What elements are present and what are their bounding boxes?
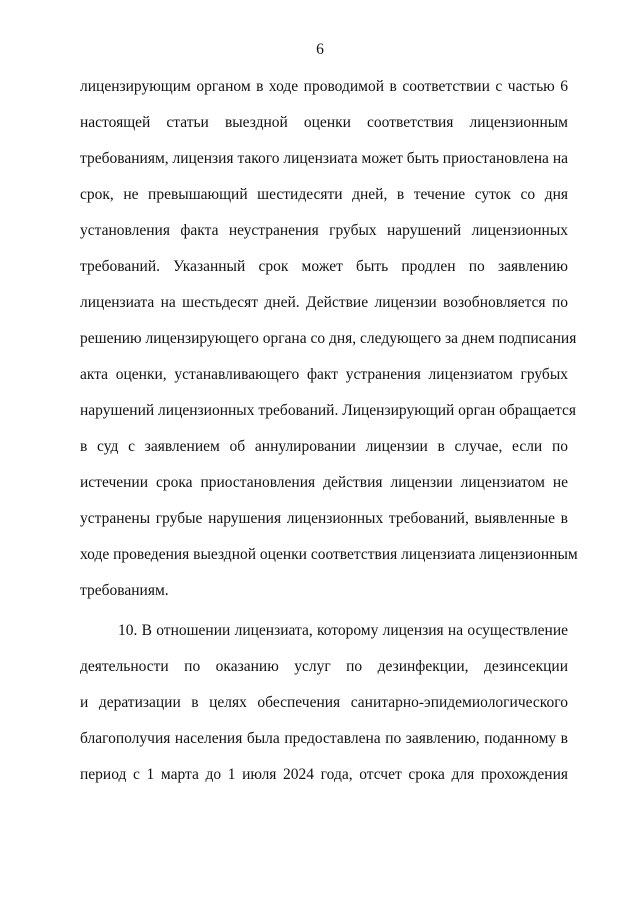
text-line: ходе проведения выездной оценки соответствия лицензиата лицензионным [80,546,578,563]
page-number: 6 [316,41,324,58]
text-line: благополучия населения была предоставлена по заявлению, поданному в [80,730,568,747]
text-line: нарушений лицензионных требований. Лицензирующий орган обращается [80,402,577,419]
text-line: устранены грубые нарушения лицензионных требований, выявленные в [80,510,568,527]
text-line: истечении срока приостановления действия лицензии лицензиатом не [80,474,568,491]
text-line: требований. Указанный срок может быть продлен по заявлению [80,258,568,275]
text-line: в суд с заявлением об аннулировании лицензии в случае, если по [80,438,568,455]
text-line: требованиям, лицензия такого лицензиата может быть приостановлена на [80,150,568,167]
text-line: период с 1 марта до 1 июля 2024 года, отсчет срока для прохождения [80,766,568,783]
text-line: срок, не превышающий шестидесяти дней, в течение суток со дня [80,186,568,203]
text-line: акта оценки, устанавливающего факт устранения лицензиатом грубых [80,366,568,383]
text-line: лицензиата на шестьдесят дней. Действие лицензии возобновляется по [80,294,568,311]
text-line: и дератизации в целях обеспечения санитарно-эпидемиологического [80,694,568,711]
text-line: лицензирующим органом в ходе проводимой в соответствии с частью 6 [80,78,568,95]
text-line: 10. В отношении лицензиата, которому лицензия на осуществление [118,622,568,639]
text-line: установления факта неустранения грубых нарушений лицензионных [80,222,568,239]
text-line: решению лицензирующего органа со дня, следующего за днем подписания [80,330,577,347]
text-line: настоящей статьи выездной оценки соответствия лицензионным [80,114,568,131]
text-line: требованиям. [80,582,169,599]
text-line: деятельности по оказанию услуг по дезинфекции, дезинсекции [80,658,568,675]
